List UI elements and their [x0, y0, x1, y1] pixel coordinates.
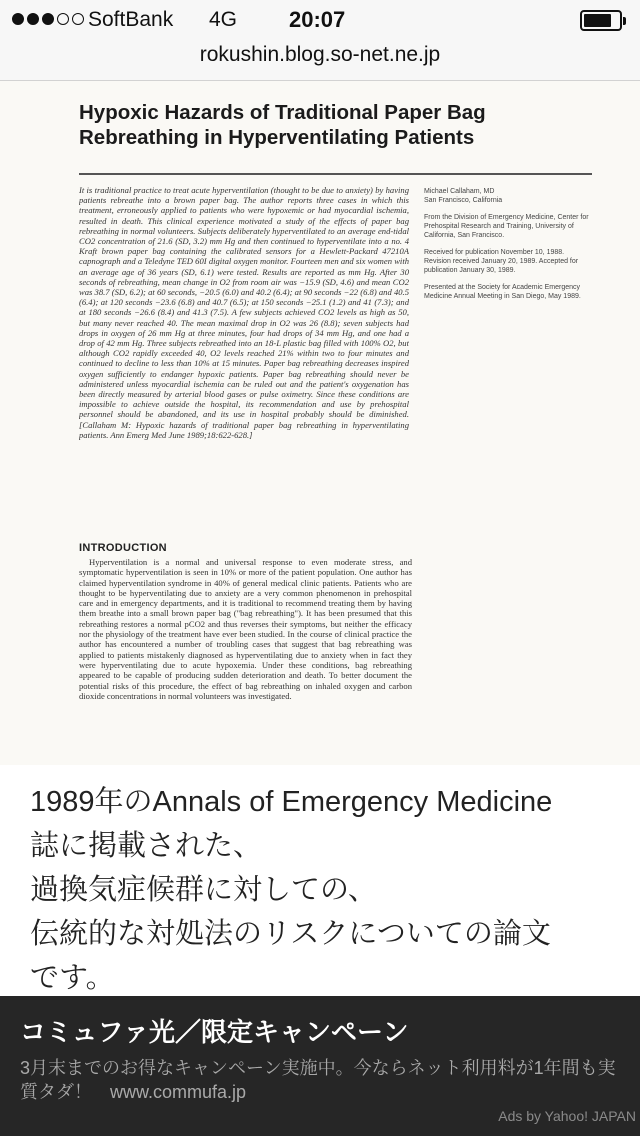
- paper-author-block: [424, 187, 592, 205]
- url-text[interactable]: rokushin.blog.so-net.ne.jp: [199, 43, 441, 66]
- ad-credit[interactable]: Ads by Yahoo! JAPAN: [498, 1108, 636, 1124]
- paper-author: Michael Callaham, MD: [424, 188, 495, 195]
- paper-location: San Francisco, California: [424, 197, 503, 204]
- paper-affiliation: From the Division of Emergency Medicine, Center for Prehospital Research and Training, University of California, San Francisco.: [424, 214, 589, 239]
- signal-dot-empty: [57, 13, 69, 25]
- signal-dot-filled: [27, 13, 39, 25]
- status-bar: [0, 0, 640, 40]
- caption-line: です。: [30, 962, 115, 994]
- signal-strength-icon: [12, 13, 84, 25]
- signal-dot-empty: [72, 13, 84, 25]
- status-time: 20:07: [289, 7, 346, 32]
- caption-line: 伝統的な対処法のリスクについての論文: [30, 918, 551, 950]
- ad-title[interactable]: コミュファ光／限定キャンペーン: [20, 1017, 409, 1047]
- caption-line: 誌に掲載された、: [30, 830, 263, 862]
- battery-icon: [580, 10, 622, 31]
- intro-text: Hyperventilation is a normal and universal response to even moderate stress, and symptomatic hyperventilation is seen in 10% or more of the patient population. One author has claimed hyperventilation syndrome in 40% of general medical clinic patients. Patients who are thought to be hyperventilating due to anxiety are a very common phenomenon in prehospital care and in emergency departments, and it is traditional to recommend treating them by having them breathe into a small brown paper bag ("bag rebreathing"). It has been presumed that this rebreathing restores a normal pCO2 and thus reverses their symptoms, but neither the efficacy nor the physiology of the treatment have ever been studied. In the course of clinical practice the author has encountered a number of troubling cases that suggest that bag rebreathing was applied to patients mistakenly diagnosed as hyperventilating due to anxiety when in fact they were hyperventilating due to acute hypoxemia. Under these conditions, bag rebreathing appeared to be capable of producing sudden deterioration and death. To better document the potential risks of this procedure, the effect of bag rebreathing on inhaled oxygen and carbon dioxide concentrations in normal volunteers was investigated.: [79, 557, 412, 701]
- paper-received: Received for publication November 10, 1988. Revision received January 20, 1989. Accepted for publication January 30, 1989.: [424, 249, 579, 274]
- signal-dot-filled: [12, 13, 24, 25]
- carrier-name: SoftBank: [88, 8, 174, 31]
- battery-level-fill: [584, 14, 611, 27]
- ad-banner[interactable]: [0, 996, 640, 1136]
- title-divider: [79, 173, 592, 175]
- ad-description[interactable]: 3月末までのお得なキャンペーン実施中。今ならネット利用料が1年間も実質タダ！ www.commufa.jp: [20, 1058, 616, 1102]
- caption-line: 過換気症候群に対しての、: [30, 874, 377, 906]
- address-bar[interactable]: [0, 40, 640, 81]
- caption-line: 1989年のAnnals of Emergency Medicine: [30, 786, 553, 818]
- paper-sidebar: [424, 187, 592, 309]
- network-type: 4G: [209, 8, 238, 31]
- paper-scan-image: [0, 81, 640, 765]
- paper-title: Hypoxic Hazards of Traditional Paper Bag Rebreathing in Hyperventilating Patients: [79, 101, 486, 149]
- battery-tip: [623, 17, 626, 25]
- blog-caption: [30, 780, 620, 1000]
- paper-presented: Presented at the Society for Academic Emergency Medicine Annual Meeting in San Diego, May 1989.: [424, 284, 581, 300]
- intro-heading: INTRODUCTION: [79, 542, 167, 554]
- signal-dot-filled: [42, 13, 54, 25]
- paper-abstract: It is traditional practice to treat acute hyperventilation (thought to be due to anxiety) by having patients rebreathe into a brown paper bag. The author reports three cases in which this treatment, erroneously applied to patients who were hypoxemic or had myocardial ischemia, resulted in death. This clinical experience motivated a study of the effects of paper bag rebreathing in normal volunteers. Subjects deliberately hyperventilated to an average end-tidal CO2 concentration of 21.6 (SD, 3.2) mm Hg and then continued to hyperventilate into a no. 4 Kraft brown paper bag containing the calibrated sensors for a Hewlett-Packard 47210A capnograph and a Teledyne TED 60I digital oxygen monitor. Fourteen men and six women with an average age of 36 years (SD, 6.1) were tested. Results are reported as mm Hg. After 30 seconds of rebreathing, mean change in O2 from room air was −15.9 (SD, 4.6) and mean CO2 was 38.7 (SD, 6.2); at 60 seconds, −20.5 (6.0) and 40.2 (6.4); at 90 seconds −22 (6.8) and 40.5 (6.4); at 120 seconds −23.6 (6.8) and 40.7 (6.5); at 150 seconds −25.1 (1.2) and 41 (7.3); and at 180 seconds −26.6 (8.4) and 41.3 (7.5). A few subjects achieved CO2 levels as high as 50, but many never reached 40. The mean maximal drop in O2 was 26 (8.8); seven subjects had drops in oxygen of 26 mm Hg at three minutes, four had drops of 34 mm Hg, and one had a drop of 42 mm Hg. Three subjects rebreathed into an 18-L plastic bag filled with 100% O2, but although CO2 rapidly exceeded 40, O2 levels reached 21% within two to four minutes and continued to decline to less than 10% at 15 minutes. Paper bag rebreathing decreases inspired oxygen sufficiently to endanger hypoxic patients. Paper bag rebreathing should never be administered unless myocardial ischemia can be ruled out and the patient's oxygenation has been directly measured by arterial blood gases or pulse oximetry. Since these conditions are impossible to achieve outside the hospital, its recommendation and use by prehospital personnel should be abandoned, and its use in hospital probably should be diminished. [Callaham M: Hypoxic hazards of traditional paper bag rebreathing in hyperventilating patients. Ann Emerg Med June 1989;18:622-628.]: [79, 185, 409, 440]
